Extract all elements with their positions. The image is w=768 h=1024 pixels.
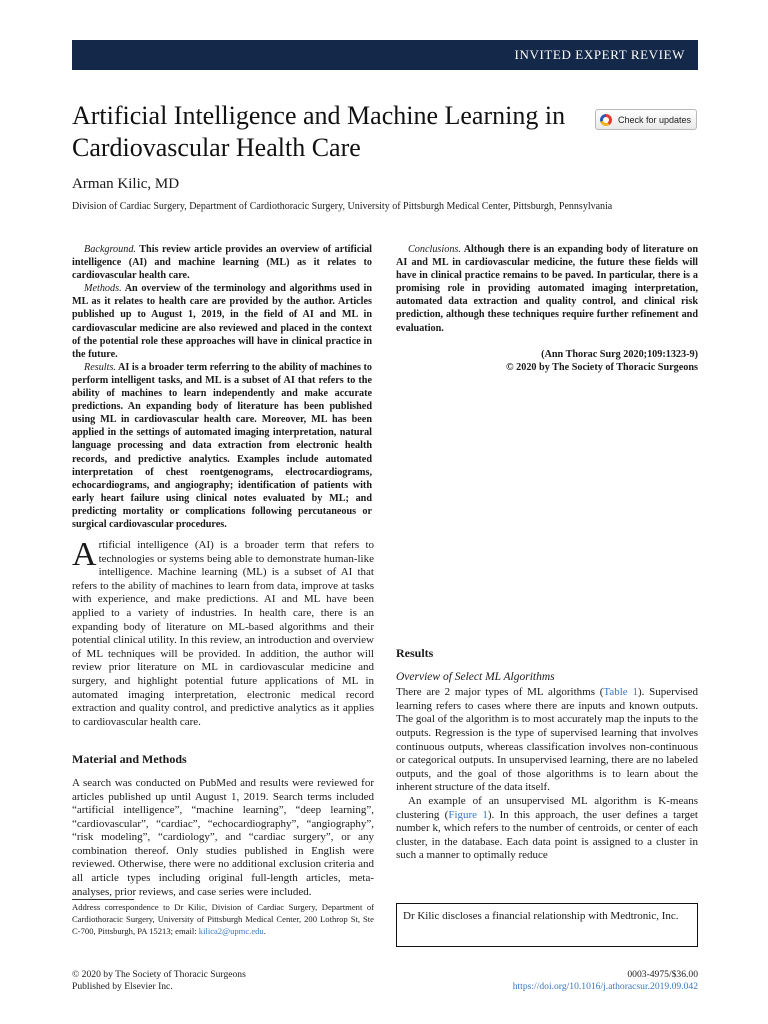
check-for-updates-label: Check for updates — [618, 114, 692, 125]
footnote-end: . — [263, 926, 266, 936]
banner-label: INVITED EXPERT REVIEW — [514, 47, 685, 62]
abstract-methods — [72, 282, 372, 361]
methods-paragraph: A search was conducted on PubMed and results were reviewed for articles published up until August 1, 2019. Search terms included “artificial intelligence”, “machine learning”, “deep learning”, “cardiovascular”, “cardiac”, “echocardiography”, “angiography”, “risk modeling”, “cardiology”, and “cardiac surgery”, or any combination thereof. Only studies published in English were reviewed. Otherwise, there were no additional exclusion criteria and all article types including original full-length articles, meta-analyses, prior reviews, and case series were included. — [72, 776, 374, 898]
results-paragraph-2 — [396, 795, 698, 863]
figure-1-link[interactable]: Figure 1 — [448, 808, 488, 821]
footer-issn: 0003-4975/$36.00 — [627, 969, 698, 980]
doi-link[interactable]: https://doi.org/10.1016/j.athoracsur.2019.09.042 — [512, 981, 698, 992]
author-email-link[interactable]: kilica2@upmc.edu — [198, 926, 264, 936]
body-right-column — [396, 539, 698, 863]
abstract-right-column — [396, 243, 698, 374]
results-heading: Results — [396, 646, 434, 660]
citation-copyright: © 2020 by The Society of Thoracic Surgeons — [505, 361, 698, 373]
table-1-link[interactable]: Table 1 — [603, 686, 638, 699]
abstract-results-text: AI is a broader term referring to the ability of machines to perform intelligent tasks, and ML is a subset of AI that refers to the ability of machines to learn independently and make accurate predictions. An expanding body of literature has been published using ML in cardiovascular health care. Moreover, ML has been applied in the settings of automated imaging interpretation, natural language processing and data extraction from electronic health records, and predictive analytics. Examples include automated interpretation of chest roentgenograms, electrocardiograms, echocardiograms, and angiography; identification of patients with early heart failure using clinical notes evaluated by ML; and predicting mortality or complications following percutaneous or surgical cardiovascular procedures. — [72, 361, 373, 530]
results-paragraph-1 — [396, 686, 698, 795]
footer-left — [72, 969, 246, 993]
abstract-conclusions — [396, 243, 698, 335]
results-p1-text-cont: ). Supervised learning refers to cases where there are inputs and known outputs. The goal of the algorithm is to most accurately map the inputs to the outputs. Regression is the type of supervised learning that involves continuous outputs, whereas classification involves non-continuous or categorical outputs. In unsupervised learning, there are no labeled outputs, and the goal of those algorithms is to learn about the inherent structure of the data itself. — [396, 686, 698, 794]
abstract-background-text: This review article provides an overview of artificial intelligence (AI) and machine learning (ML) as it relates to cardiovascular health care. — [72, 244, 372, 282]
results-subheading: Overview of Select ML Algorithms — [396, 670, 555, 683]
methods-heading: Material and Methods — [72, 752, 187, 767]
abstract-citation — [396, 348, 698, 374]
footer-publisher: Published by Elsevier Inc. — [72, 981, 173, 992]
footnote-text: Address correspondence to Dr Kilic, Division of Cardiac Surgery, Department of Cardiothoracic Surgery, University of Pittsburgh Medical Center, 200 Lothrop St, Ste C-700, Pittsburgh, PA 15213; email: — [72, 902, 374, 936]
abstract-methods-label: Methods. — [84, 283, 122, 295]
abstract-results — [72, 361, 372, 531]
author-affiliation: Division of Cardiac Surgery, Department of Cardiothoracic Surgery, University of Pittsburgh Medical Center, Pittsburgh, Pennsylvania — [72, 201, 613, 212]
correspondence-footnote — [72, 901, 374, 937]
intro-text: rtificial intelligence (AI) is a broader term that refers to technologies or systems being able to demonstrate human-like intelligence. Machine learning (ML) is a subset of AI that refers to the ability of machines to learn from data, improve at tasks with experience, and make predictions. AI and ML have been applied to a variety of industries. In health care, there is an expanding body of literature on ML-based algorithms and their potential clinical utility. In this review, an introduction and overview of ML techniques will be provided. In addition, the author will review prior literature on ML in cardiovascular medicine and surgery, and highlight potential future applications of ML in automated imaging interpretation, electronic medical record extraction and quality control, and predictive analytics as it applies to cardiovascular health care. — [72, 539, 374, 728]
footnote-divider — [72, 899, 134, 900]
footer-right — [450, 969, 698, 993]
intro-paragraph — [72, 536, 374, 729]
body-left-column — [72, 536, 374, 899]
abstract-conclusions-text: Although there is an expanding body of literature on AI and ML in cardiovascular medicine, the future these fields will have in clinical practice remains to be paved. In particular, there is a promising role in providing automated imaging interpretation, automated data extraction and quality control, and clinical risk prediction, although these techniques require further refinement and evaluation. — [396, 244, 699, 334]
drop-cap: A — [72, 536, 97, 573]
abstract-left-column — [72, 243, 372, 531]
section-banner — [72, 40, 698, 70]
footer-copyright: © 2020 by The Society of Thoracic Surgeons — [72, 969, 246, 980]
abstract-conclusions-label: Conclusions. — [408, 244, 461, 255]
disclosure-box: Dr Kilic discloses a financial relationship with Medtronic, Inc. — [396, 903, 698, 947]
article-title: Artificial Intelligence and Machine Learning in Cardiovascular Health Care — [72, 101, 566, 162]
citation-text: (Ann Thorac Surg 2020;109:1323-9) — [541, 348, 698, 360]
abstract-results-label: Results. — [84, 361, 116, 373]
abstract-methods-text: An overview of the terminology and algorithms used in ML as it relates to health care are provided by the author. Articles published up to August 1, 2019, in the field of AI and ML in cardiovascular medicine are also reviewed and placed in the context of the potential role these approaches will have in clinical practice in the future. — [72, 283, 372, 360]
author-name: Arman Kilic, MD — [72, 176, 180, 192]
results-p2-text-cont: ). In this approach, the user defines a target number k, which refers to the number of centroids, or center of each cluster, in the database. Each data point is assigned to a cluster in such a manner to optimally reduce — [396, 808, 698, 862]
crossmark-icon — [600, 114, 612, 126]
abstract-background — [72, 243, 372, 282]
results-p2-text: An example of an unsupervised ML algorithm is K-means clustering ( — [396, 794, 698, 821]
check-for-updates-button[interactable] — [595, 109, 697, 130]
results-p1-text: There are 2 major types of ML algorithms ( — [396, 686, 604, 699]
abstract-background-label: Background. — [84, 244, 136, 255]
